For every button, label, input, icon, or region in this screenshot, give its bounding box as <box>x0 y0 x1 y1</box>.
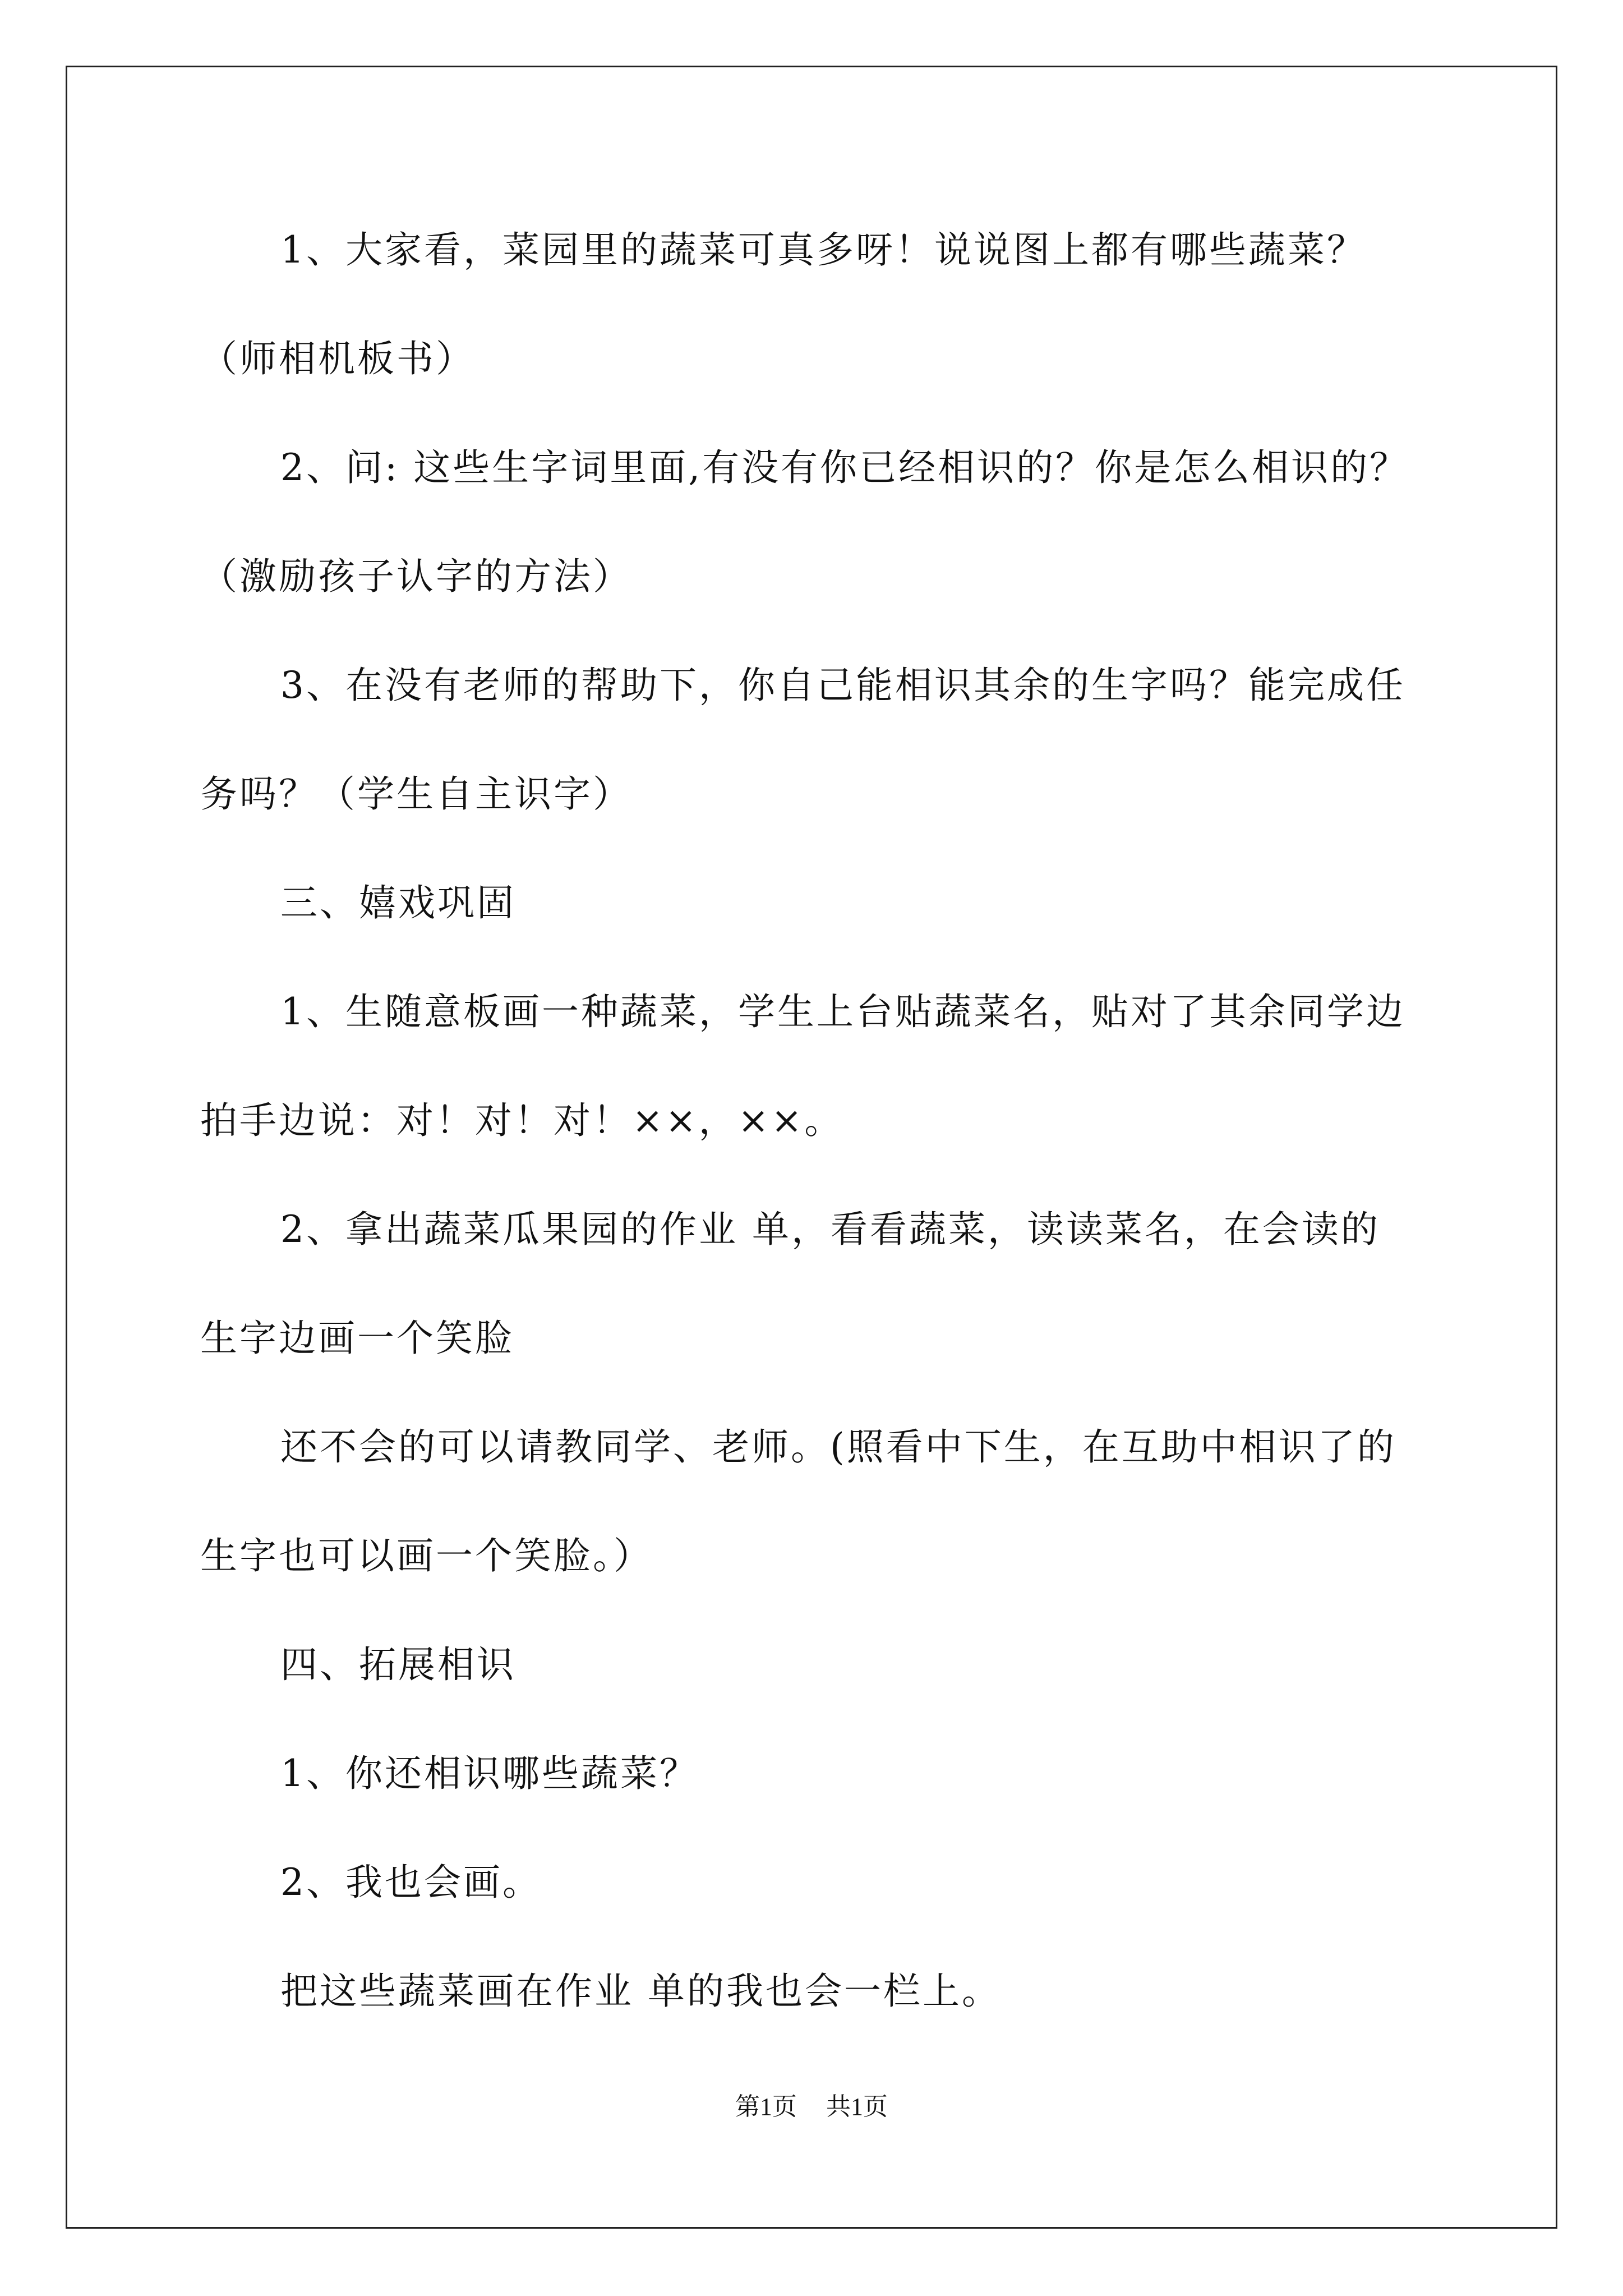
section-heading: 四、拓展相识 <box>280 1643 516 1686</box>
paragraph-line: 1、生随意板画一种蔬菜，学生上台贴蔬菜名，贴对了其余同学边 <box>280 990 1405 1033</box>
paragraph-line: 1、大家看，菜园里的蔬菜可真多呀！说说图上都有哪些蔬菜？ <box>280 228 1366 272</box>
paragraph-line: 3、在没有老师的帮助下，你自己能相识其余的生字吗？能完成任 <box>280 664 1405 707</box>
paragraph-line: 生字边画一个笑脸 <box>200 1317 514 1360</box>
paragraph-line: 生字也可以画一个笑脸。） <box>200 1534 653 1577</box>
page-number-current: 第1页 <box>735 2093 797 2120</box>
section-heading: 三、嬉戏巩固 <box>280 881 516 924</box>
paragraph-line: 务吗？（学生自主识字） <box>200 772 632 816</box>
paragraph-line: 2、我也会画。 <box>280 1861 542 1904</box>
paragraph-line: 拍手边说：对！对！对！××，××。 <box>200 1099 844 1142</box>
paragraph-line: 把这些蔬菜画在作业 单的我也会一栏上。 <box>280 1970 1001 2013</box>
paragraph-line: （师相机板书） <box>200 337 475 380</box>
page-number-total: 共1页 <box>826 2093 888 2120</box>
paragraph-line: 还不会的可以请教同学、老师。(照看中下生，在互助中相识了的 <box>280 1425 1396 1469</box>
paragraph-line: 1、你还相识哪些蔬菜？ <box>280 1752 699 1795</box>
paragraph-line: 2、问: 这些生字词里面,有没有你已经相识的？你是怎么相识的？ <box>280 446 1409 489</box>
paragraph-line: （激励孩子认字的方法） <box>200 555 632 598</box>
page-footer <box>0 2091 1623 2123</box>
paragraph-line: 2、拿出蔬菜瓜果园的作业 单，看看蔬菜，读读菜名，在会读的 <box>280 1208 1380 1251</box>
